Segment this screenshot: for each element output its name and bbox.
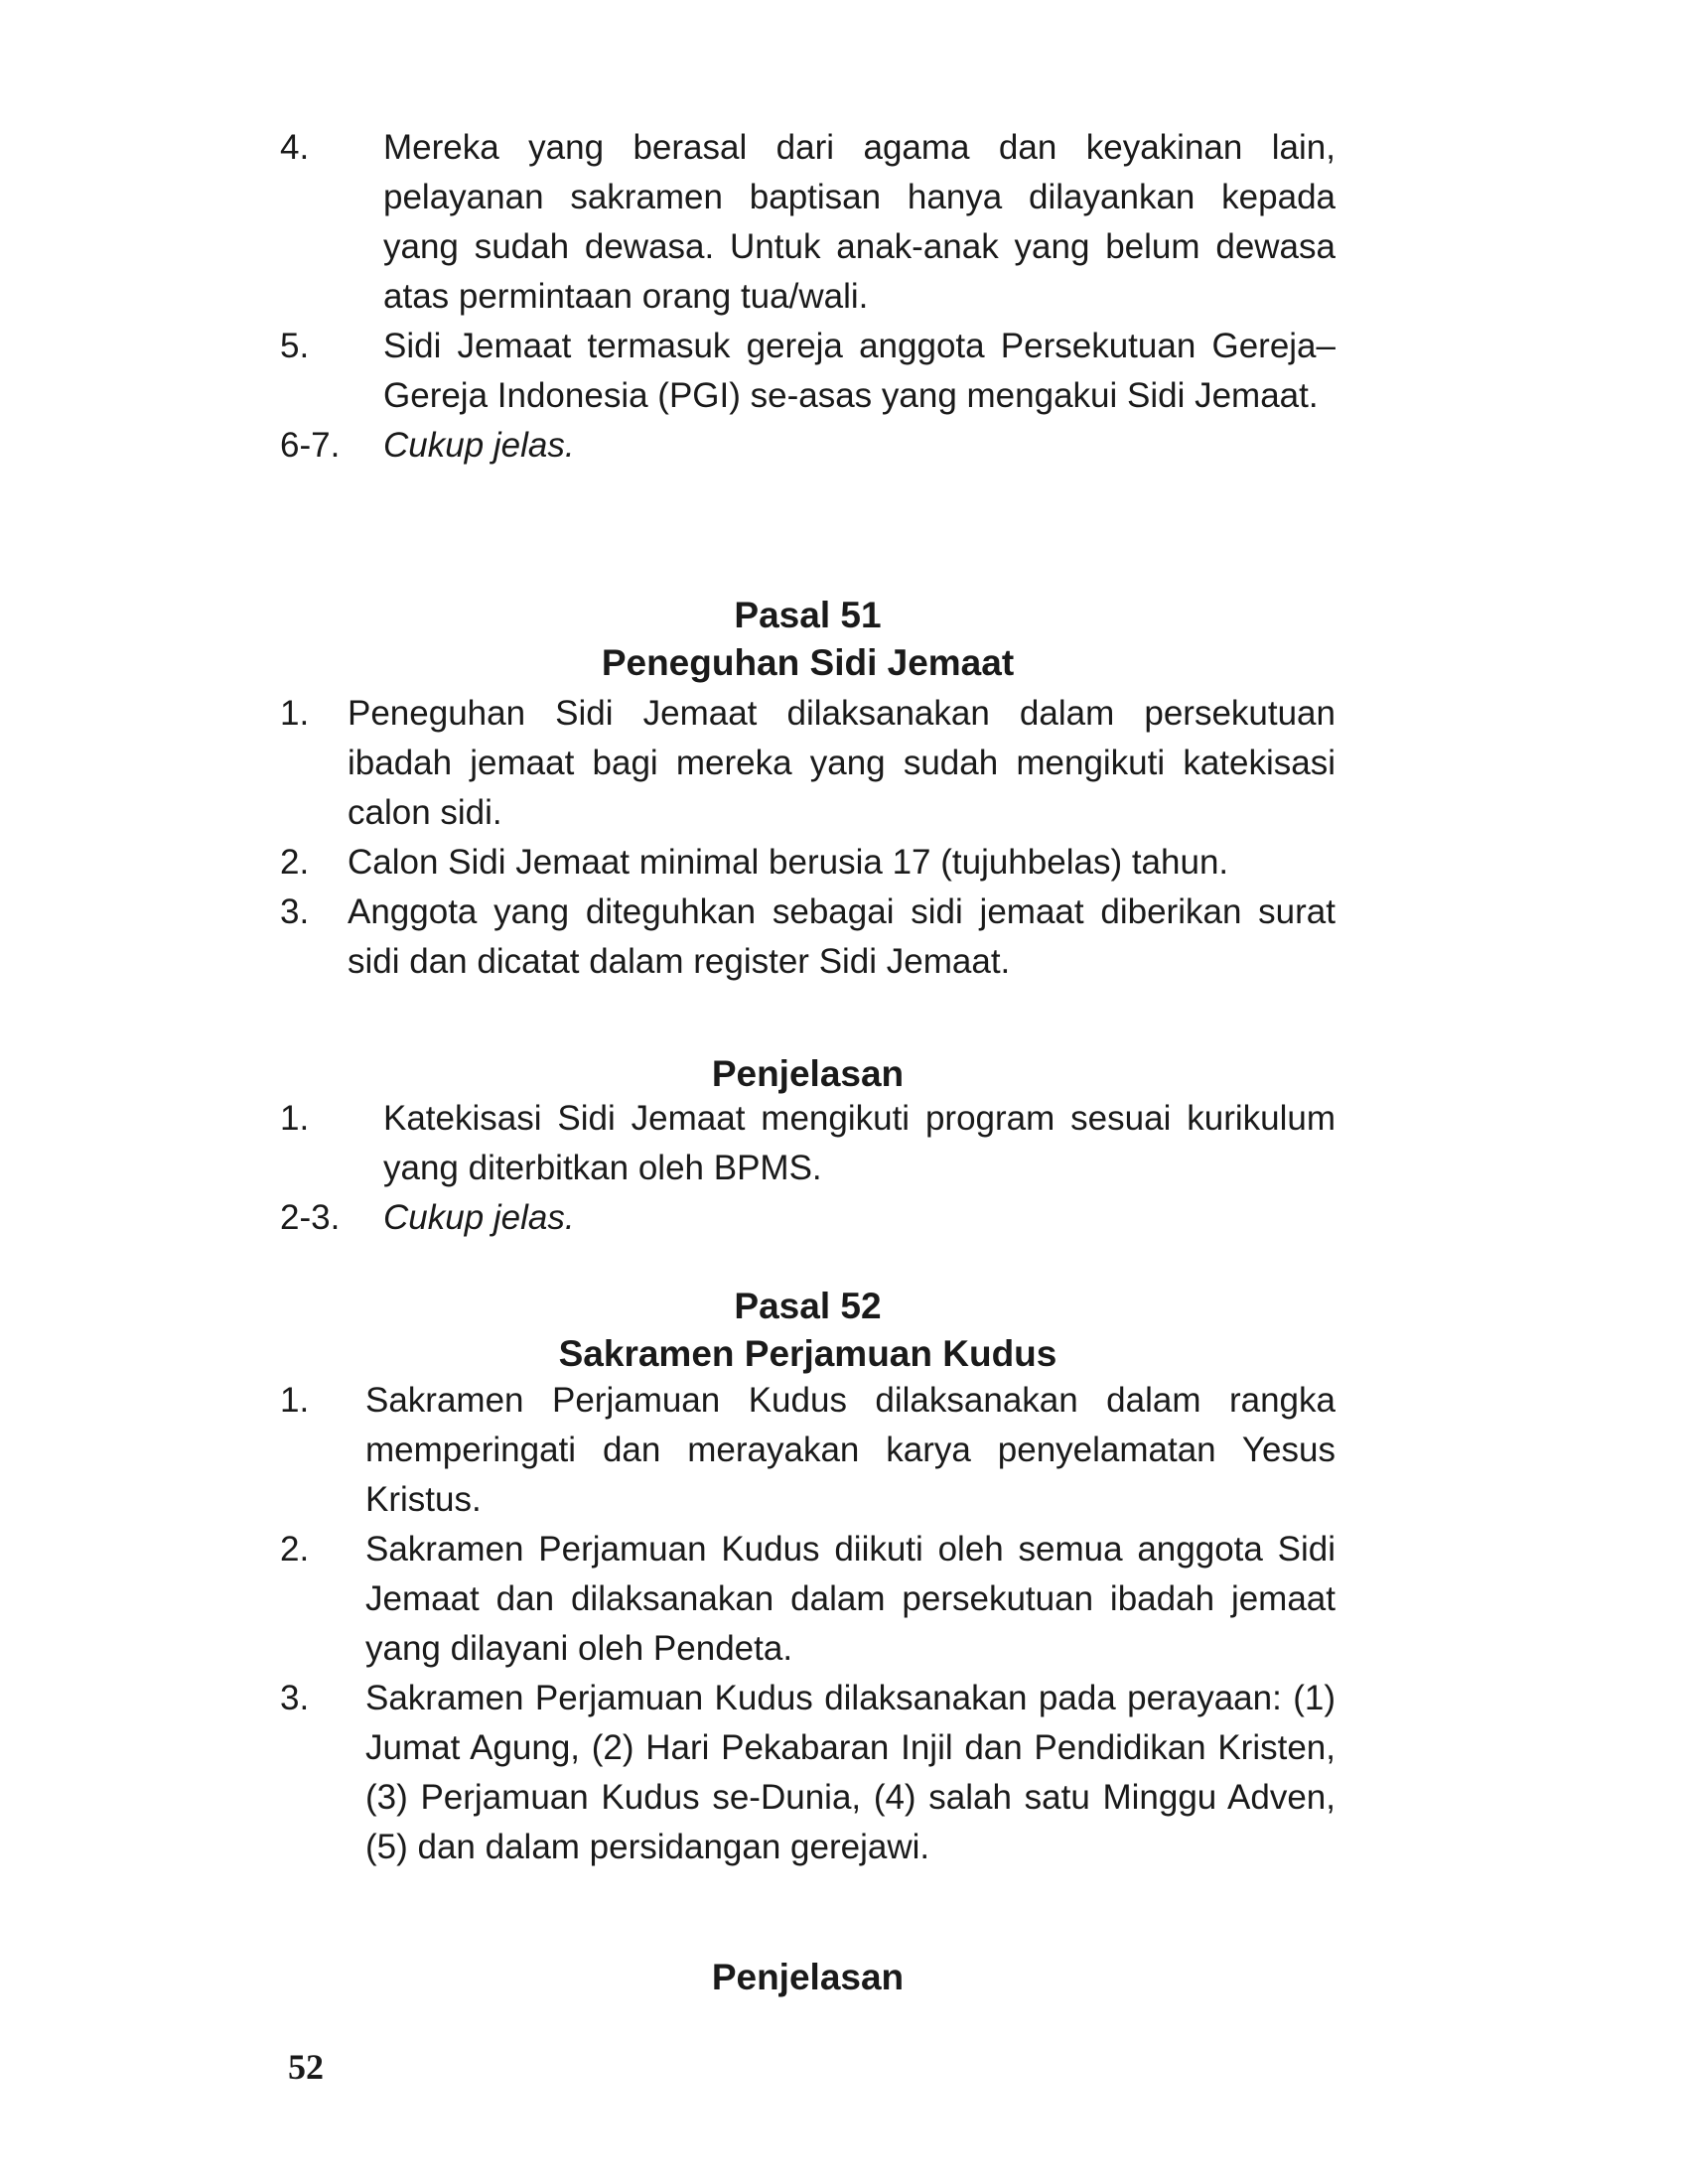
item-text: Mereka yang berasal dari agama dan keyakinan lain, pelayanan sakramen baptisan hanya dilayankan kepada yang sudah dewasa. Untuk anak-anak yang belum dewasa atas permintaan orang tua/wali. (383, 128, 1336, 316)
list-item (280, 689, 1336, 838)
item-number: 2. (280, 843, 310, 882)
item-text: Peneguhan Sidi Jemaat dilaksanakan dalam persekutuan ibadah jemaat bagi mereka yang sudah mengikuti katekisasi calon sidi. (348, 694, 1336, 832)
item-text: Sakramen Perjamuan Kudus dilaksanakan dalam rangka memperingati dan merayakan karya penyelamatan Yesus Kristus. (365, 1381, 1336, 1519)
item-number: 5. (280, 327, 310, 365)
penjelasan-51-list (280, 1094, 1336, 1243)
continuation-list (280, 123, 1336, 471)
penjelasan-52-heading: Penjelasan (711, 1957, 905, 1997)
list-item (280, 322, 1336, 421)
item-number: 2. (280, 1530, 310, 1569)
item-text: Calon Sidi Jemaat minimal berusia 17 (tujuhbelas) tahun. (348, 843, 1229, 882)
item-number: 3. (280, 1679, 310, 1717)
page-number: 52 (288, 2047, 324, 2087)
item-text: Sakramen Perjamuan Kudus diikuti oleh semua anggota Sidi Jemaat dan dilaksanakan dalam persekutuan ibadah jemaat yang dilayani oleh Pendeta. (365, 1530, 1336, 1668)
item-text: Cukup jelas. (383, 1198, 575, 1237)
pasal-52-number: Pasal 52 (734, 1286, 882, 1326)
list-item (280, 887, 1336, 987)
list-item (280, 123, 1336, 322)
list-item (280, 1525, 1336, 1674)
item-text: Katekisasi Sidi Jemaat mengikuti program sesuai kurikulum yang diterbitkan oleh BPMS. (383, 1099, 1336, 1187)
item-number: 3. (280, 892, 310, 931)
list-item (280, 838, 1336, 887)
item-text: Cukup jelas. (383, 426, 575, 465)
list-item (280, 1193, 1336, 1243)
pasal-51-number: Pasal 51 (734, 595, 882, 635)
item-number: 2-3. (280, 1198, 341, 1237)
list-item (280, 1674, 1336, 1872)
list-item (280, 1094, 1336, 1193)
pasal-51-list (280, 689, 1336, 987)
list-item (280, 421, 1336, 471)
item-number: 1. (280, 694, 310, 733)
pasal-52-list (280, 1376, 1336, 1872)
item-text: Sidi Jemaat termasuk gereja anggota Persekutuan Gereja–Gereja Indonesia (PGI) se-asas yang mengakui Sidi Jemaat. (383, 327, 1336, 415)
item-text: Anggota yang diteguhkan sebagai sidi jemaat diberikan surat sidi dan dicatat dalam register Sidi Jemaat. (348, 892, 1336, 981)
pasal-52-title: Sakramen Perjamuan Kudus (558, 1333, 1057, 1374)
list-item (280, 1376, 1336, 1525)
item-number: 1. (280, 1099, 310, 1138)
item-number: 6-7. (280, 426, 341, 465)
item-number: 4. (280, 128, 310, 167)
penjelasan-51-heading: Penjelasan (711, 1053, 905, 1094)
item-number: 1. (280, 1381, 310, 1420)
pasal-51-title: Peneguhan Sidi Jemaat (601, 642, 1015, 683)
item-text: Sakramen Perjamuan Kudus dilaksanakan pada perayaan: (1) Jumat Agung, (2) Hari Pekabaran Injil dan Pendidikan Kristen, (3) Perjamuan Kudus se-Dunia, (4) salah satu Minggu Adven, (5) dan dalam persidangan gerejawi. (365, 1679, 1336, 1866)
